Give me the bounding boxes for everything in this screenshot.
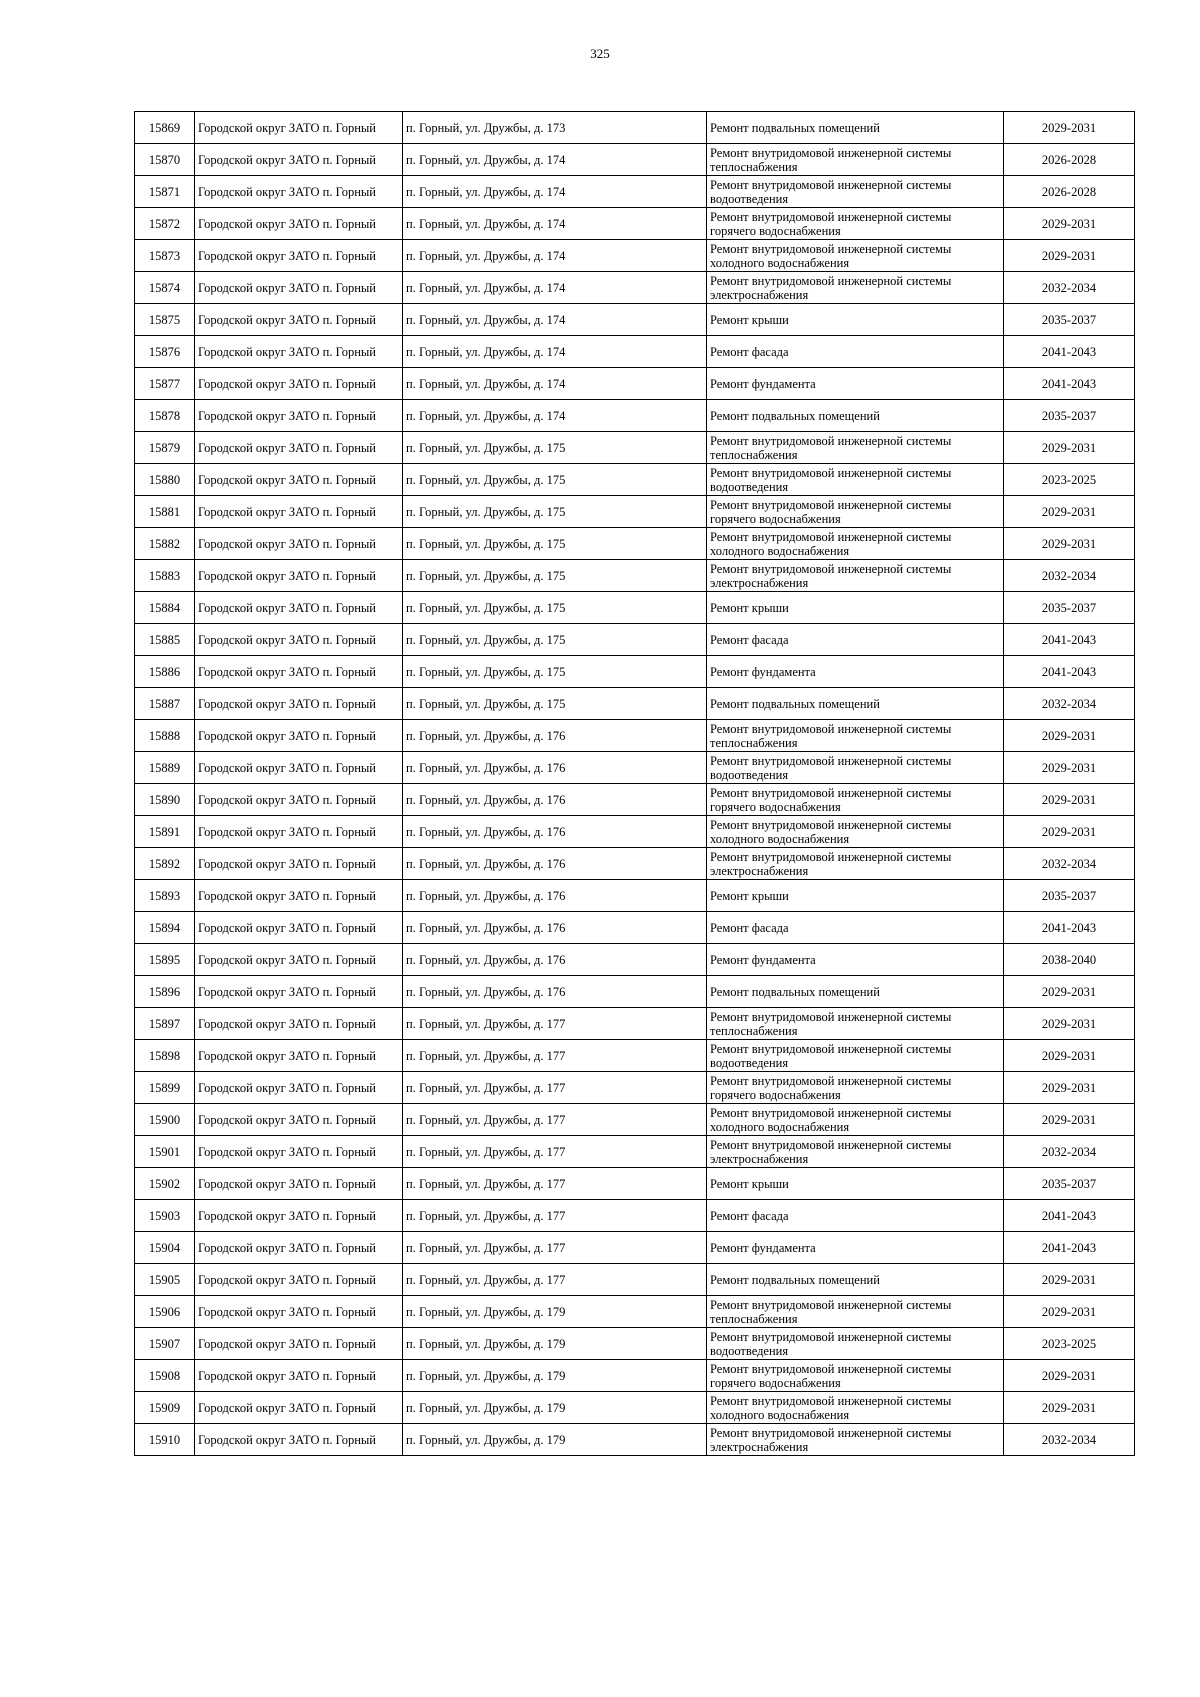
municipality-cell: Городской округ ЗАТО п. Горный [195, 432, 403, 464]
row-number-cell: 15897 [135, 1008, 195, 1040]
address-cell: п. Горный, ул. Дружбы, д. 177 [403, 1072, 707, 1104]
records-table-body [135, 112, 1135, 1456]
municipality-cell: Городской округ ЗАТО п. Горный [195, 112, 403, 144]
municipality-cell: Городской округ ЗАТО п. Горный [195, 1264, 403, 1296]
row-number-cell: 15906 [135, 1296, 195, 1328]
period-cell: 2032-2034 [1004, 1136, 1135, 1168]
period-cell: 2041-2043 [1004, 368, 1135, 400]
period-cell: 2041-2043 [1004, 656, 1135, 688]
work-type-cell: Ремонт подвальных помещений [707, 400, 1004, 432]
table-row [135, 1264, 1135, 1296]
work-type-cell: Ремонт подвальных помещений [707, 688, 1004, 720]
period-cell: 2041-2043 [1004, 336, 1135, 368]
period-cell: 2041-2043 [1004, 1200, 1135, 1232]
row-number-cell: 15902 [135, 1168, 195, 1200]
row-number-cell: 15876 [135, 336, 195, 368]
address-cell: п. Горный, ул. Дружбы, д. 175 [403, 624, 707, 656]
row-number-cell: 15892 [135, 848, 195, 880]
period-cell: 2035-2037 [1004, 880, 1135, 912]
row-number-cell: 15909 [135, 1392, 195, 1424]
address-cell: п. Горный, ул. Дружбы, д. 177 [403, 1200, 707, 1232]
table-row [135, 1392, 1135, 1424]
municipality-cell: Городской округ ЗАТО п. Горный [195, 1072, 403, 1104]
address-cell: п. Горный, ул. Дружбы, д. 175 [403, 528, 707, 560]
address-cell: п. Горный, ул. Дружбы, д. 174 [403, 304, 707, 336]
period-cell: 2029-2031 [1004, 976, 1135, 1008]
table-row [135, 880, 1135, 912]
table-row [135, 944, 1135, 976]
row-number-cell: 15898 [135, 1040, 195, 1072]
row-number-cell: 15888 [135, 720, 195, 752]
table-row [135, 240, 1135, 272]
municipality-cell: Городской округ ЗАТО п. Горный [195, 912, 403, 944]
address-cell: п. Горный, ул. Дружбы, д. 174 [403, 240, 707, 272]
municipality-cell: Городской округ ЗАТО п. Горный [195, 528, 403, 560]
row-number-cell: 15893 [135, 880, 195, 912]
period-cell: 2032-2034 [1004, 848, 1135, 880]
municipality-cell: Городской округ ЗАТО п. Горный [195, 1168, 403, 1200]
row-number-cell: 15887 [135, 688, 195, 720]
table-row [135, 144, 1135, 176]
period-cell: 2029-2031 [1004, 720, 1135, 752]
municipality-cell: Городской округ ЗАТО п. Горный [195, 1424, 403, 1456]
table-row [135, 1040, 1135, 1072]
row-number-cell: 15900 [135, 1104, 195, 1136]
work-type-cell: Ремонт внутридомовой инженерной системы холодного водоснабжения [707, 1392, 1004, 1424]
period-cell: 2029-2031 [1004, 1008, 1135, 1040]
row-number-cell: 15879 [135, 432, 195, 464]
municipality-cell: Городской округ ЗАТО п. Горный [195, 1104, 403, 1136]
work-type-cell: Ремонт внутридомовой инженерной системы холодного водоснабжения [707, 1104, 1004, 1136]
table-row [135, 528, 1135, 560]
period-cell: 2029-2031 [1004, 1392, 1135, 1424]
work-type-cell: Ремонт внутридомовой инженерной системы теплоснабжения [707, 720, 1004, 752]
address-cell: п. Горный, ул. Дружбы, д. 176 [403, 944, 707, 976]
work-type-cell: Ремонт подвальных помещений [707, 1264, 1004, 1296]
address-cell: п. Горный, ул. Дружбы, д. 177 [403, 1040, 707, 1072]
work-type-cell: Ремонт внутридомовой инженерной системы теплоснабжения [707, 144, 1004, 176]
table-row [135, 1008, 1135, 1040]
table-row [135, 368, 1135, 400]
records-table [134, 111, 1135, 1456]
period-cell: 2029-2031 [1004, 1360, 1135, 1392]
address-cell: п. Горный, ул. Дружбы, д. 175 [403, 656, 707, 688]
table-row [135, 1168, 1135, 1200]
row-number-cell: 15903 [135, 1200, 195, 1232]
address-cell: п. Горный, ул. Дружбы, д. 177 [403, 1232, 707, 1264]
work-type-cell: Ремонт внутридомовой инженерной системы горячего водоснабжения [707, 496, 1004, 528]
address-cell: п. Горный, ул. Дружбы, д. 179 [403, 1360, 707, 1392]
municipality-cell: Городской округ ЗАТО п. Горный [195, 1360, 403, 1392]
table-row [135, 1104, 1135, 1136]
table-row [135, 496, 1135, 528]
table-row [135, 624, 1135, 656]
address-cell: п. Горный, ул. Дружбы, д. 173 [403, 112, 707, 144]
period-cell: 2029-2031 [1004, 1104, 1135, 1136]
period-cell: 2029-2031 [1004, 1040, 1135, 1072]
municipality-cell: Городской округ ЗАТО п. Горный [195, 240, 403, 272]
municipality-cell: Городской округ ЗАТО п. Горный [195, 496, 403, 528]
period-cell: 2029-2031 [1004, 752, 1135, 784]
period-cell: 2029-2031 [1004, 240, 1135, 272]
work-type-cell: Ремонт фундамента [707, 368, 1004, 400]
row-number-cell: 15883 [135, 560, 195, 592]
work-type-cell: Ремонт внутридомовой инженерной системы холодного водоснабжения [707, 240, 1004, 272]
row-number-cell: 15869 [135, 112, 195, 144]
period-cell: 2029-2031 [1004, 112, 1135, 144]
municipality-cell: Городской округ ЗАТО п. Горный [195, 976, 403, 1008]
row-number-cell: 15895 [135, 944, 195, 976]
municipality-cell: Городской округ ЗАТО п. Горный [195, 208, 403, 240]
work-type-cell: Ремонт внутридомовой инженерной системы теплоснабжения [707, 1008, 1004, 1040]
address-cell: п. Горный, ул. Дружбы, д. 174 [403, 176, 707, 208]
table-row [135, 112, 1135, 144]
work-type-cell: Ремонт крыши [707, 1168, 1004, 1200]
row-number-cell: 15901 [135, 1136, 195, 1168]
address-cell: п. Горный, ул. Дружбы, д. 176 [403, 848, 707, 880]
table-row [135, 432, 1135, 464]
address-cell: п. Горный, ул. Дружбы, д. 176 [403, 880, 707, 912]
page-number: 325 [590, 46, 610, 61]
table-row [135, 560, 1135, 592]
municipality-cell: Городской округ ЗАТО п. Горный [195, 400, 403, 432]
row-number-cell: 15882 [135, 528, 195, 560]
period-cell: 2032-2034 [1004, 560, 1135, 592]
period-cell: 2038-2040 [1004, 944, 1135, 976]
address-cell: п. Горный, ул. Дружбы, д. 174 [403, 400, 707, 432]
work-type-cell: Ремонт фасада [707, 336, 1004, 368]
row-number-cell: 15880 [135, 464, 195, 496]
work-type-cell: Ремонт внутридомовой инженерной системы горячего водоснабжения [707, 208, 1004, 240]
table-row [135, 1424, 1135, 1456]
address-cell: п. Горный, ул. Дружбы, д. 177 [403, 1008, 707, 1040]
municipality-cell: Городской округ ЗАТО п. Горный [195, 624, 403, 656]
address-cell: п. Горный, ул. Дружбы, д. 175 [403, 592, 707, 624]
row-number-cell: 15891 [135, 816, 195, 848]
table-row [135, 176, 1135, 208]
row-number-cell: 15872 [135, 208, 195, 240]
address-cell: п. Горный, ул. Дружбы, д. 174 [403, 144, 707, 176]
municipality-cell: Городской округ ЗАТО п. Горный [195, 304, 403, 336]
municipality-cell: Городской округ ЗАТО п. Горный [195, 1200, 403, 1232]
table-row [135, 1296, 1135, 1328]
work-type-cell: Ремонт внутридомовой инженерной системы холодного водоснабжения [707, 528, 1004, 560]
address-cell: п. Горный, ул. Дружбы, д. 175 [403, 464, 707, 496]
period-cell: 2032-2034 [1004, 688, 1135, 720]
work-type-cell: Ремонт фундамента [707, 944, 1004, 976]
period-cell: 2041-2043 [1004, 1232, 1135, 1264]
row-number-cell: 15874 [135, 272, 195, 304]
address-cell: п. Горный, ул. Дружбы, д. 175 [403, 496, 707, 528]
table-row [135, 848, 1135, 880]
table-row [135, 1136, 1135, 1168]
municipality-cell: Городской округ ЗАТО п. Горный [195, 592, 403, 624]
row-number-cell: 15885 [135, 624, 195, 656]
municipality-cell: Городской округ ЗАТО п. Горный [195, 880, 403, 912]
period-cell: 2029-2031 [1004, 528, 1135, 560]
municipality-cell: Городской округ ЗАТО п. Горный [195, 144, 403, 176]
row-number-cell: 15905 [135, 1264, 195, 1296]
table-row [135, 656, 1135, 688]
municipality-cell: Городской округ ЗАТО п. Горный [195, 272, 403, 304]
row-number-cell: 15896 [135, 976, 195, 1008]
period-cell: 2029-2031 [1004, 1072, 1135, 1104]
table-row [135, 816, 1135, 848]
address-cell: п. Горный, ул. Дружбы, д. 177 [403, 1136, 707, 1168]
table-row [135, 784, 1135, 816]
work-type-cell: Ремонт внутридомовой инженерной системы теплоснабжения [707, 432, 1004, 464]
period-cell: 2026-2028 [1004, 176, 1135, 208]
period-cell: 2035-2037 [1004, 304, 1135, 336]
row-number-cell: 15890 [135, 784, 195, 816]
table-row [135, 304, 1135, 336]
address-cell: п. Горный, ул. Дружбы, д. 174 [403, 272, 707, 304]
row-number-cell: 15889 [135, 752, 195, 784]
row-number-cell: 15894 [135, 912, 195, 944]
work-type-cell: Ремонт фундамента [707, 656, 1004, 688]
work-type-cell: Ремонт внутридомовой инженерной системы водоотведения [707, 1040, 1004, 1072]
table-row [135, 272, 1135, 304]
address-cell: п. Горный, ул. Дружбы, д. 179 [403, 1392, 707, 1424]
period-cell: 2035-2037 [1004, 1168, 1135, 1200]
municipality-cell: Городской округ ЗАТО п. Горный [195, 464, 403, 496]
period-cell: 2035-2037 [1004, 592, 1135, 624]
address-cell: п. Горный, ул. Дружбы, д. 176 [403, 976, 707, 1008]
table-row [135, 208, 1135, 240]
table-row [135, 336, 1135, 368]
row-number-cell: 15884 [135, 592, 195, 624]
period-cell: 2032-2034 [1004, 272, 1135, 304]
address-cell: п. Горный, ул. Дружбы, д. 177 [403, 1168, 707, 1200]
period-cell: 2023-2025 [1004, 464, 1135, 496]
work-type-cell: Ремонт внутридомовой инженерной системы водоотведения [707, 752, 1004, 784]
table-row [135, 688, 1135, 720]
municipality-cell: Городской округ ЗАТО п. Горный [195, 656, 403, 688]
row-number-cell: 15877 [135, 368, 195, 400]
work-type-cell: Ремонт внутридомовой инженерной системы электроснабжения [707, 1136, 1004, 1168]
municipality-cell: Городской округ ЗАТО п. Горный [195, 560, 403, 592]
work-type-cell: Ремонт внутридомовой инженерной системы водоотведения [707, 1328, 1004, 1360]
row-number-cell: 15899 [135, 1072, 195, 1104]
period-cell: 2026-2028 [1004, 144, 1135, 176]
row-number-cell: 15886 [135, 656, 195, 688]
address-cell: п. Горный, ул. Дружбы, д. 179 [403, 1424, 707, 1456]
municipality-cell: Городской округ ЗАТО п. Горный [195, 784, 403, 816]
period-cell: 2029-2031 [1004, 208, 1135, 240]
row-number-cell: 15870 [135, 144, 195, 176]
table-row [135, 1360, 1135, 1392]
work-type-cell: Ремонт внутридомовой инженерной системы водоотведения [707, 176, 1004, 208]
period-cell: 2029-2031 [1004, 496, 1135, 528]
period-cell: 2023-2025 [1004, 1328, 1135, 1360]
work-type-cell: Ремонт внутридомовой инженерной системы горячего водоснабжения [707, 784, 1004, 816]
table-row [135, 912, 1135, 944]
period-cell: 2041-2043 [1004, 912, 1135, 944]
table-row [135, 1072, 1135, 1104]
municipality-cell: Городской округ ЗАТО п. Горный [195, 720, 403, 752]
municipality-cell: Городской округ ЗАТО п. Горный [195, 1296, 403, 1328]
municipality-cell: Городской округ ЗАТО п. Горный [195, 368, 403, 400]
address-cell: п. Горный, ул. Дружбы, д. 176 [403, 816, 707, 848]
work-type-cell: Ремонт подвальных помещений [707, 976, 1004, 1008]
period-cell: 2029-2031 [1004, 784, 1135, 816]
address-cell: п. Горный, ул. Дружбы, д. 176 [403, 720, 707, 752]
municipality-cell: Городской округ ЗАТО п. Горный [195, 1232, 403, 1264]
municipality-cell: Городской округ ЗАТО п. Горный [195, 688, 403, 720]
municipality-cell: Городской округ ЗАТО п. Горный [195, 1040, 403, 1072]
municipality-cell: Городской округ ЗАТО п. Горный [195, 848, 403, 880]
work-type-cell: Ремонт крыши [707, 592, 1004, 624]
address-cell: п. Горный, ул. Дружбы, д. 176 [403, 784, 707, 816]
work-type-cell: Ремонт фундамента [707, 1232, 1004, 1264]
address-cell: п. Горный, ул. Дружбы, д. 174 [403, 336, 707, 368]
municipality-cell: Городской округ ЗАТО п. Горный [195, 336, 403, 368]
period-cell: 2035-2037 [1004, 400, 1135, 432]
address-cell: п. Горный, ул. Дружбы, д. 177 [403, 1264, 707, 1296]
period-cell: 2041-2043 [1004, 624, 1135, 656]
address-cell: п. Горный, ул. Дружбы, д. 177 [403, 1104, 707, 1136]
table-row [135, 1200, 1135, 1232]
work-type-cell: Ремонт внутридомовой инженерной системы электроснабжения [707, 848, 1004, 880]
municipality-cell: Городской округ ЗАТО п. Горный [195, 1008, 403, 1040]
period-cell: 2029-2031 [1004, 432, 1135, 464]
table-row [135, 720, 1135, 752]
address-cell: п. Горный, ул. Дружбы, д. 179 [403, 1328, 707, 1360]
municipality-cell: Городской округ ЗАТО п. Горный [195, 1136, 403, 1168]
row-number-cell: 15908 [135, 1360, 195, 1392]
work-type-cell: Ремонт крыши [707, 880, 1004, 912]
work-type-cell: Ремонт внутридомовой инженерной системы электроснабжения [707, 272, 1004, 304]
table-row [135, 976, 1135, 1008]
row-number-cell: 15871 [135, 176, 195, 208]
address-cell: п. Горный, ул. Дружбы, д. 175 [403, 688, 707, 720]
row-number-cell: 15907 [135, 1328, 195, 1360]
row-number-cell: 15904 [135, 1232, 195, 1264]
address-cell: п. Горный, ул. Дружбы, д. 175 [403, 432, 707, 464]
period-cell: 2029-2031 [1004, 1264, 1135, 1296]
work-type-cell: Ремонт внутридомовой инженерной системы электроснабжения [707, 1424, 1004, 1456]
table-row [135, 752, 1135, 784]
row-number-cell: 15881 [135, 496, 195, 528]
work-type-cell: Ремонт внутридомовой инженерной системы горячего водоснабжения [707, 1072, 1004, 1104]
row-number-cell: 15878 [135, 400, 195, 432]
work-type-cell: Ремонт крыши [707, 304, 1004, 336]
period-cell: 2029-2031 [1004, 1296, 1135, 1328]
table-row [135, 464, 1135, 496]
work-type-cell: Ремонт фасада [707, 624, 1004, 656]
table-row [135, 400, 1135, 432]
work-type-cell: Ремонт внутридомовой инженерной системы холодного водоснабжения [707, 816, 1004, 848]
table-row [135, 1232, 1135, 1264]
work-type-cell: Ремонт внутридомовой инженерной системы электроснабжения [707, 560, 1004, 592]
work-type-cell: Ремонт внутридомовой инженерной системы теплоснабжения [707, 1296, 1004, 1328]
row-number-cell: 15910 [135, 1424, 195, 1456]
period-cell: 2032-2034 [1004, 1424, 1135, 1456]
row-number-cell: 15875 [135, 304, 195, 336]
municipality-cell: Городской округ ЗАТО п. Горный [195, 944, 403, 976]
address-cell: п. Горный, ул. Дружбы, д. 174 [403, 368, 707, 400]
row-number-cell: 15873 [135, 240, 195, 272]
table-row [135, 592, 1135, 624]
address-cell: п. Горный, ул. Дружбы, д. 179 [403, 1296, 707, 1328]
work-type-cell: Ремонт фасада [707, 912, 1004, 944]
municipality-cell: Городской округ ЗАТО п. Горный [195, 176, 403, 208]
municipality-cell: Городской округ ЗАТО п. Горный [195, 1328, 403, 1360]
municipality-cell: Городской округ ЗАТО п. Горный [195, 1392, 403, 1424]
address-cell: п. Горный, ул. Дружбы, д. 176 [403, 752, 707, 784]
address-cell: п. Горный, ул. Дружбы, д. 176 [403, 912, 707, 944]
address-cell: п. Горный, ул. Дружбы, д. 175 [403, 560, 707, 592]
period-cell: 2029-2031 [1004, 816, 1135, 848]
municipality-cell: Городской округ ЗАТО п. Горный [195, 816, 403, 848]
work-type-cell: Ремонт фасада [707, 1200, 1004, 1232]
address-cell: п. Горный, ул. Дружбы, д. 174 [403, 208, 707, 240]
table-row [135, 1328, 1135, 1360]
work-type-cell: Ремонт подвальных помещений [707, 112, 1004, 144]
municipality-cell: Городской округ ЗАТО п. Горный [195, 752, 403, 784]
work-type-cell: Ремонт внутридомовой инженерной системы водоотведения [707, 464, 1004, 496]
work-type-cell: Ремонт внутридомовой инженерной системы горячего водоснабжения [707, 1360, 1004, 1392]
